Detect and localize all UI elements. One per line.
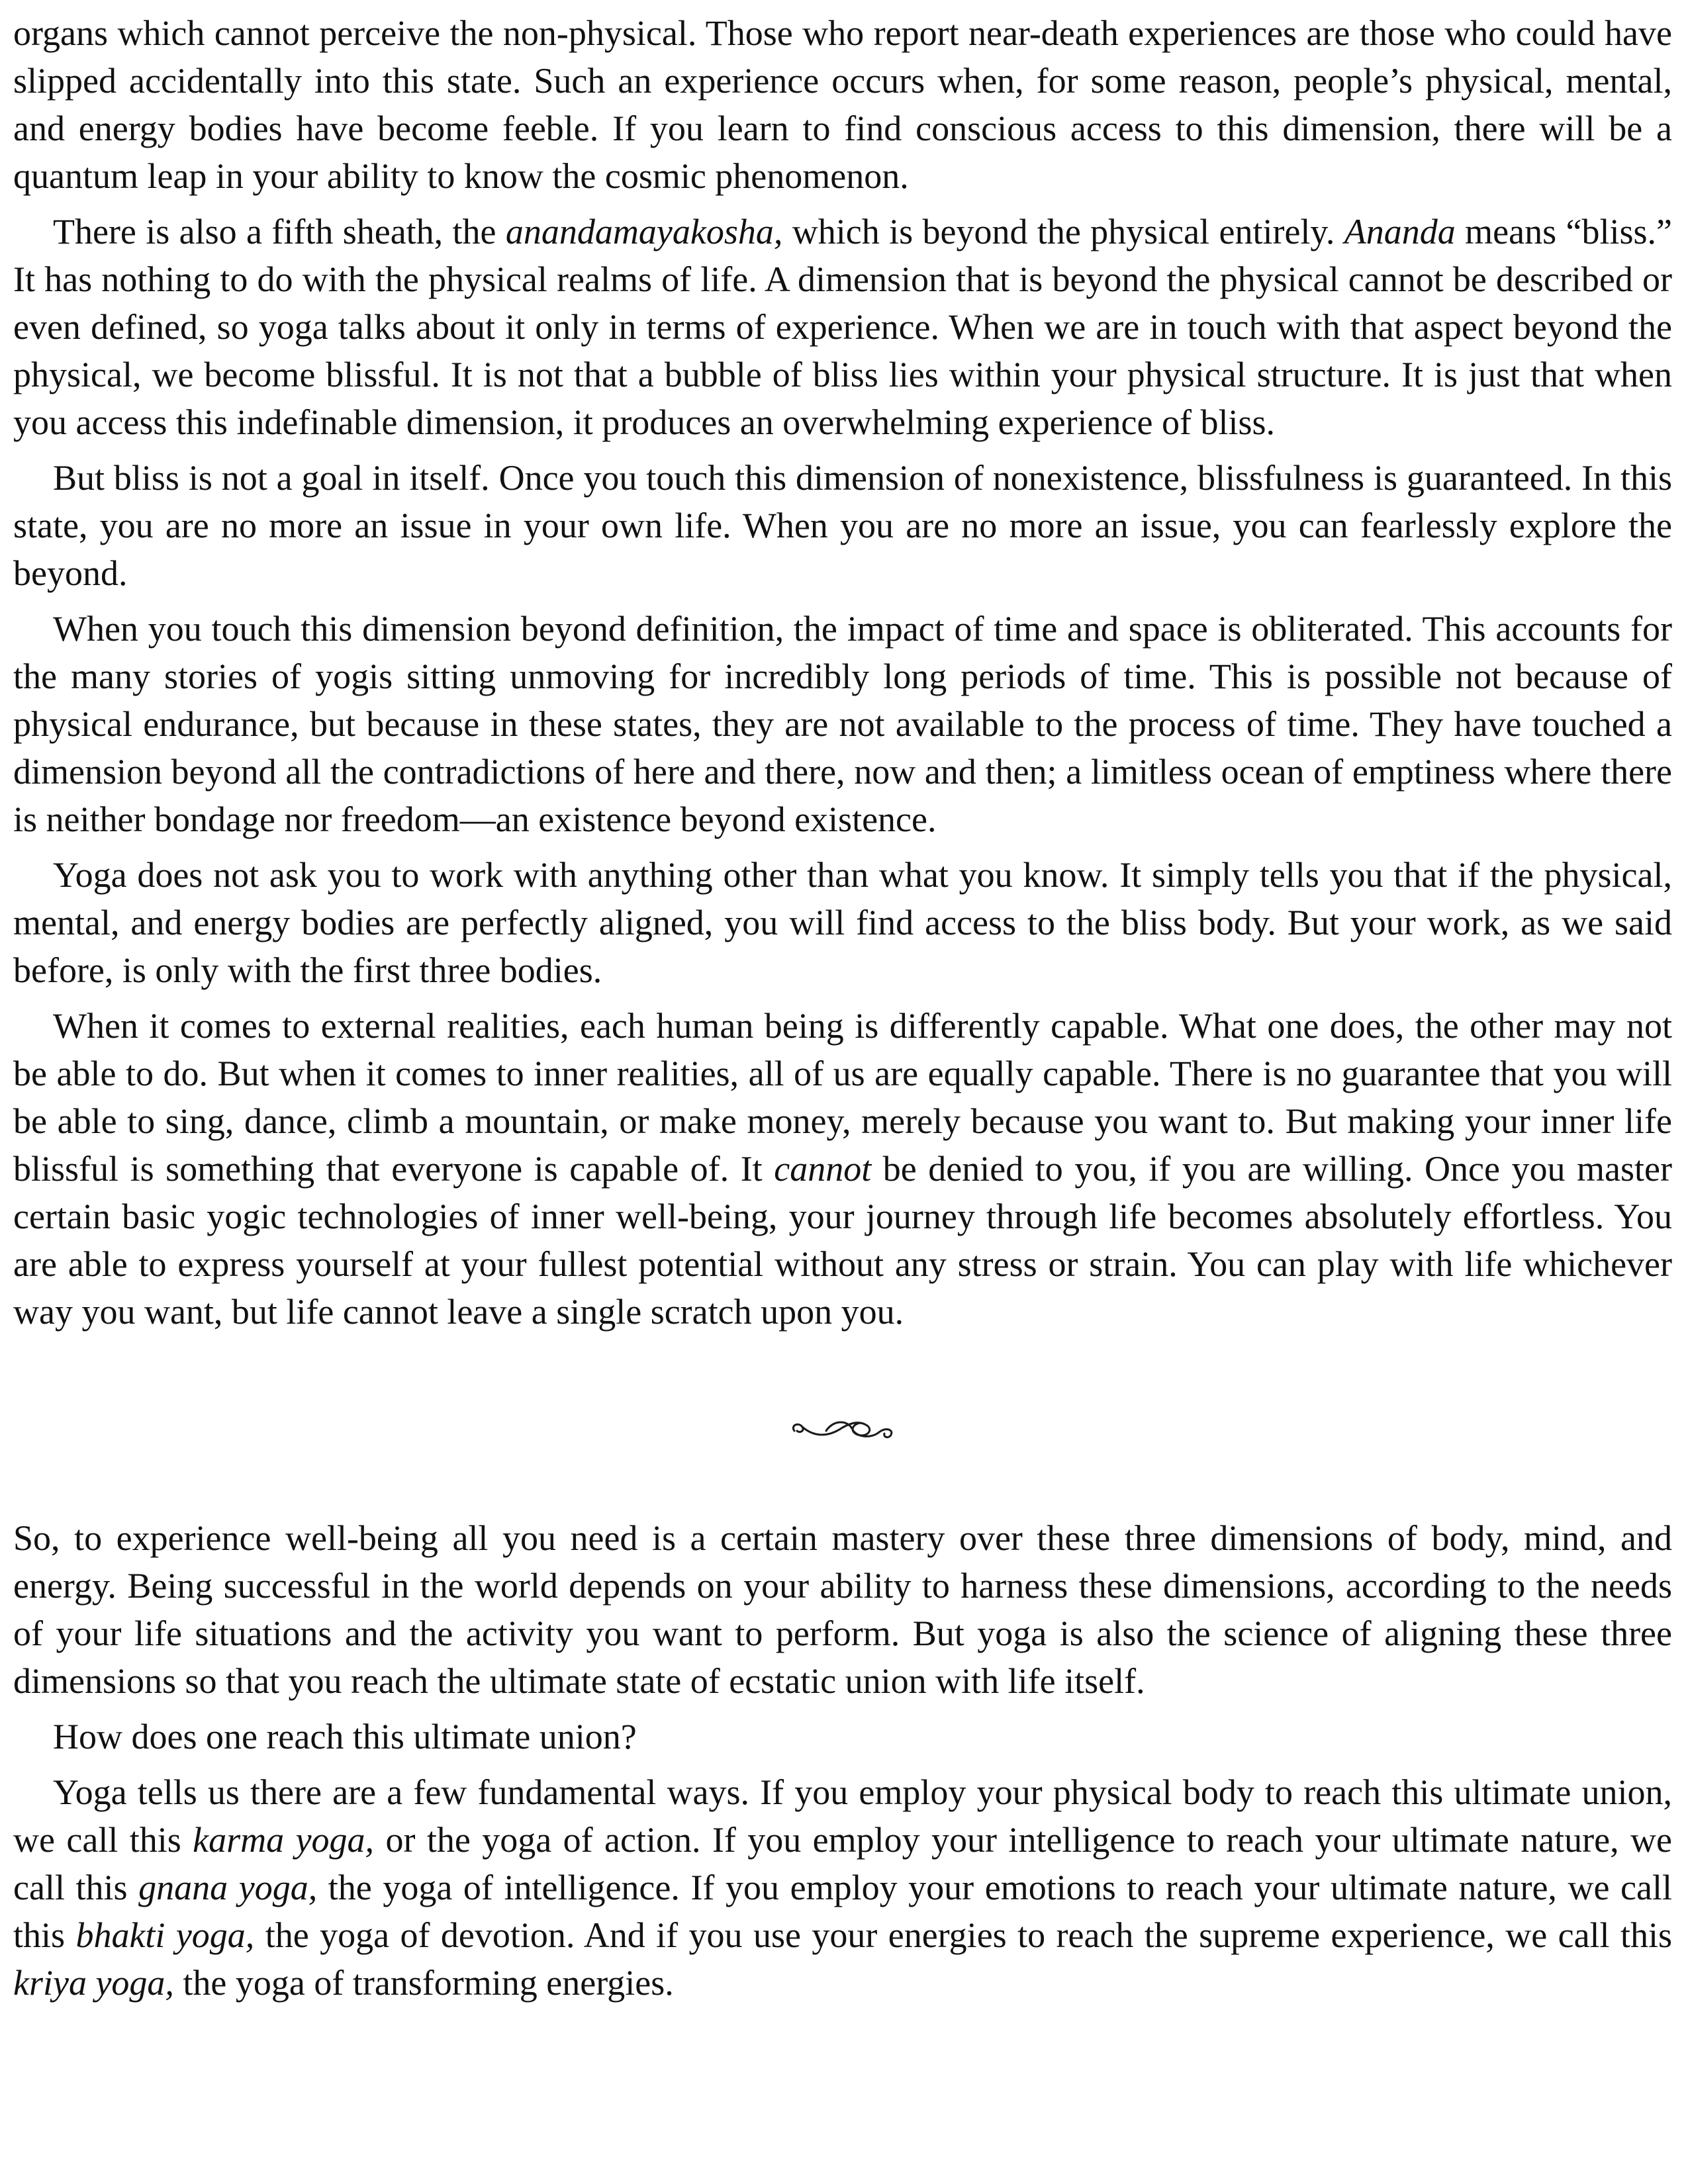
text-run: which is beyond the physical entirely. (782, 212, 1344, 251)
section-before-divider (13, 9, 1672, 1336)
text-run: the yoga of devotion. And if you use your energies to reach the supreme experience, we call this (254, 1915, 1672, 1955)
section-after-divider (13, 1514, 1672, 2007)
body-paragraph (13, 605, 1672, 843)
body-paragraph (13, 1002, 1672, 1336)
body-paragraph (13, 1768, 1672, 2007)
italic-term: kriya yoga, (13, 1963, 174, 2003)
body-paragraph (13, 454, 1672, 597)
italic-term: cannot (774, 1149, 872, 1189)
italic-term: anandamayakosha, (505, 212, 783, 251)
text-run: the yoga of intelligence. If you employ your emotions to reach your ultimate nature, we call this (13, 1868, 1672, 1955)
text-run: means “bliss.” It has nothing to do with the physical realms of life. A dimension that is beyond the physical cannot be described or even defined, so yoga talks about it only in terms of experience. When we are in touch with that aspect beyond the physical, we become blissful. It is not that a bubble of bliss lies within your physical structure. It is just that when you access this indefinable dimension, it produces an overwhelming experience of bliss. (13, 212, 1672, 442)
text-run: When you touch this dimension beyond definition, the impact of time and space is obliterated. This accounts for the many stories of yogis sitting unmoving for incredibly long periods of time. This is possible not because of physical endurance, but because in these states, they are not available to the process of time. They have touched a dimension beyond all the contradictions of here and there, now and then; a limitless ocean of emptiness where there is neither bondage nor freedom—an existence beyond existence. (13, 609, 1672, 839)
text-run: be denied to you, if you are willing. Once you master certain basic yogic technologies of inner well-being, your journey through life becomes absolutely effortless. You are able to express yourself at your fullest potential without any stress or strain. You can play with life whichever way you want, but life cannot leave a single scratch upon you. (13, 1149, 1672, 1332)
text-run: So, to experience well-being all you need is a certain mastery over these three dimensions of body, mind, and energy. Being successful in the world depends on your ability to harness these dimensions, according to the needs of your life situations and the activity you want to perform. But yoga is also the science of aligning these three dimensions so that you reach the ultimate state of ecstatic union with life itself. (13, 1518, 1672, 1701)
text-run: But bliss is not a goal in itself. Once you touch this dimension of nonexistence, blissfulness is guaranteed. In this state, you are no more an issue in your own life. When you are no more an issue, you can fearlessly explore the beyond. (13, 458, 1672, 593)
italic-term: bhakti yoga, (75, 1915, 255, 1955)
flourish-divider-icon (786, 1411, 899, 1447)
text-run: the yoga of transforming energies. (173, 1963, 674, 2003)
body-paragraph (13, 9, 1672, 200)
text-run: or the yoga of action. If you employ your intelligence to reach your ultimate nature, we call this (13, 1820, 1673, 1907)
text-run: How does one reach this ultimate union? (53, 1717, 637, 1756)
book-page (13, 9, 1672, 2015)
section-divider (13, 1343, 1672, 1514)
italic-term: Ananda (1344, 212, 1456, 251)
text-run: Yoga does not ask you to work with anything other than what you know. It simply tells you that if the physical, mental, and energy bodies are perfectly aligned, you will find access to the bliss body. But your work, as we said before, is only with the first three bodies. (13, 855, 1672, 990)
body-paragraph (13, 1713, 1672, 1760)
text-run: Yoga tells us there are a few fundamental ways. If you employ your physical body to reach this ultimate union, we call this (13, 1772, 1672, 1860)
text-run: There is also a fifth sheath, the (53, 212, 506, 251)
italic-term: gnana yoga, (138, 1868, 318, 1907)
body-paragraph (13, 851, 1672, 994)
text-run: organs which cannot perceive the non-physical. Those who report near-death experiences are those who could have slipped accidentally into this state. Such an experience occurs when, for some reason, people’s physical, mental, and energy bodies have become feeble. If you learn to find conscious access to this dimension, there will be a quantum leap in your ability to know the cosmic phenomenon. (13, 13, 1672, 196)
italic-term: karma yoga, (193, 1820, 375, 1860)
body-paragraph (13, 208, 1672, 446)
text-run: When it comes to external realities, each human being is differently capable. What one does, the other may not be able to do. But when it comes to inner realities, all of us are equally capable. There is no guarantee that you will be able to sing, dance, climb a mountain, or make money, merely because you want to. But making your inner life blissful is something that everyone is capable of. It (13, 1006, 1672, 1189)
body-paragraph (13, 1514, 1672, 1705)
